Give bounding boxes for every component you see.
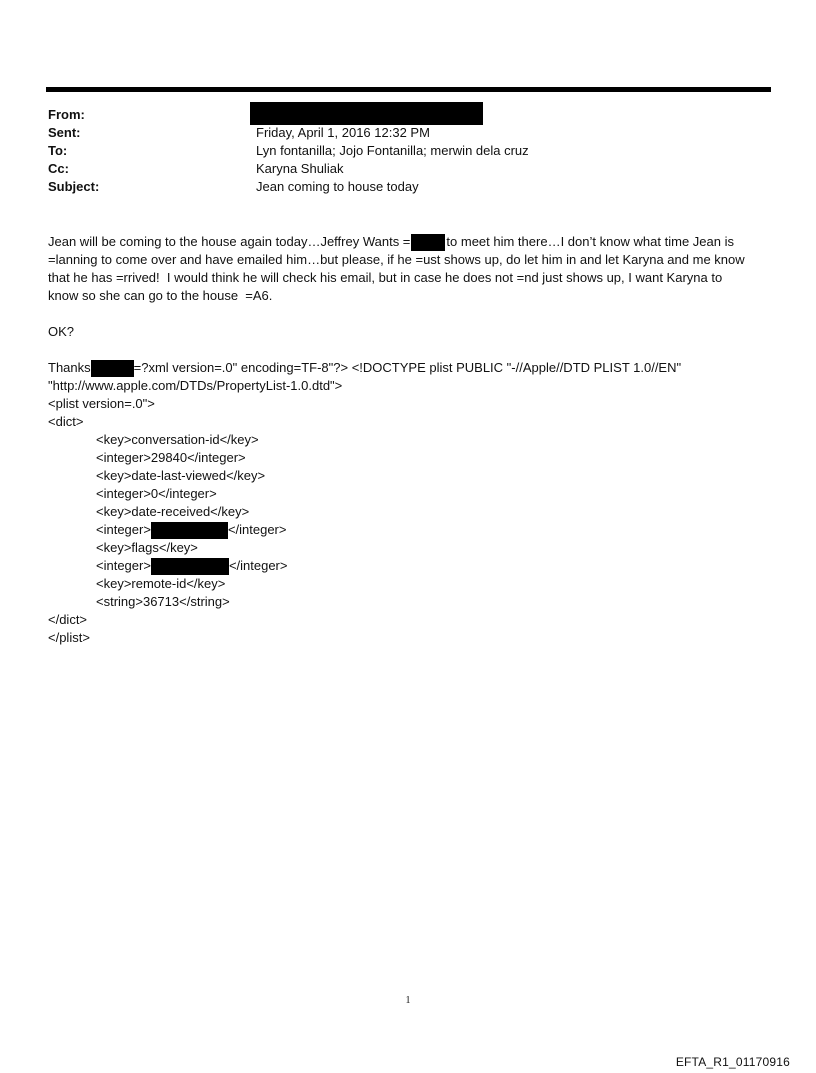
to-label: To: (48, 143, 68, 158)
dict-close: </dict> (48, 612, 88, 627)
xml-declaration: =?xml version=.0" encoding=TF-8"?> <!DOCTYPE plist PUBLIC "-//Apple//DTD PLIST 1.0//EN" (133, 360, 682, 375)
integer-close: </integer> (228, 558, 288, 573)
cc-label: Cc: (48, 161, 69, 176)
integer-open: <integer> (96, 558, 151, 573)
body-line: =lanning to come over and have emailed him…but please, if he =ust shows up, do let him in and let Karyna and me know (48, 252, 745, 267)
body-line: know so she can go to the house =A6. (48, 288, 273, 303)
sent-row (48, 124, 768, 142)
date-redaction (151, 522, 228, 539)
dtd-line: "http://www.apple.com/DTDs/PropertyList-1.0.dtd"> (48, 378, 343, 393)
ok-line: OK? (48, 324, 75, 339)
email-header (48, 106, 768, 196)
paragraph-gap (48, 305, 776, 323)
plist-key: <key>flags</key> (96, 540, 198, 555)
name-redaction (411, 234, 445, 251)
plist-close: </plist> (48, 630, 90, 645)
from-redaction (250, 102, 483, 125)
plist-value (48, 557, 776, 575)
plist-key: <key>date-received</key> (96, 504, 250, 519)
sent-value: Friday, April 1, 2016 12:32 PM (256, 125, 430, 140)
dict-open: <dict> (48, 414, 84, 429)
signature-redaction (91, 360, 134, 377)
flags-redaction (151, 558, 229, 575)
paragraph-gap (48, 341, 776, 359)
plist-value: <integer>0</integer> (96, 486, 217, 501)
email-body (48, 233, 776, 647)
thanks-line (48, 359, 776, 377)
body-line (48, 233, 776, 251)
plist-key: <key>date-last-viewed</key> (96, 468, 266, 483)
plist-open: <plist version=.0"> (48, 396, 155, 411)
thanks-text: Thanks (48, 360, 91, 375)
body-text: to meet him there…I don’t know what time Jean is (446, 234, 734, 249)
bates-number: EFTA_R1_01170916 (675, 1055, 790, 1069)
plist-key: <key>remote-id</key> (96, 576, 226, 591)
from-row (48, 106, 768, 124)
to-row (48, 142, 768, 160)
cc-row (48, 160, 768, 178)
plist-value (48, 521, 776, 539)
plist-key: <key>conversation-id</key> (96, 432, 259, 447)
from-label: From: (48, 107, 85, 122)
to-value: Lyn fontanilla; Jojo Fontanilla; merwin dela cruz (256, 143, 529, 158)
body-text: Jean will be coming to the house again today…Jeffrey Wants = (48, 234, 411, 249)
subject-label: Subject: (48, 179, 100, 194)
subject-value: Jean coming to house today (256, 179, 419, 194)
page-number: 1 (405, 995, 411, 1006)
plist-value: <integer>29840</integer> (96, 450, 246, 465)
body-line: that he has =rrived! I would think he will check his email, but in case he does not =nd just shows up, I want Karyna to (48, 270, 723, 285)
header-rule (46, 87, 771, 92)
plist-value: <string>36713</string> (96, 594, 230, 609)
subject-row (48, 178, 768, 196)
integer-open: <integer> (96, 522, 151, 537)
cc-value: Karyna Shuliak (256, 161, 344, 176)
sent-label: Sent: (48, 125, 81, 140)
integer-close: </integer> (227, 522, 287, 537)
